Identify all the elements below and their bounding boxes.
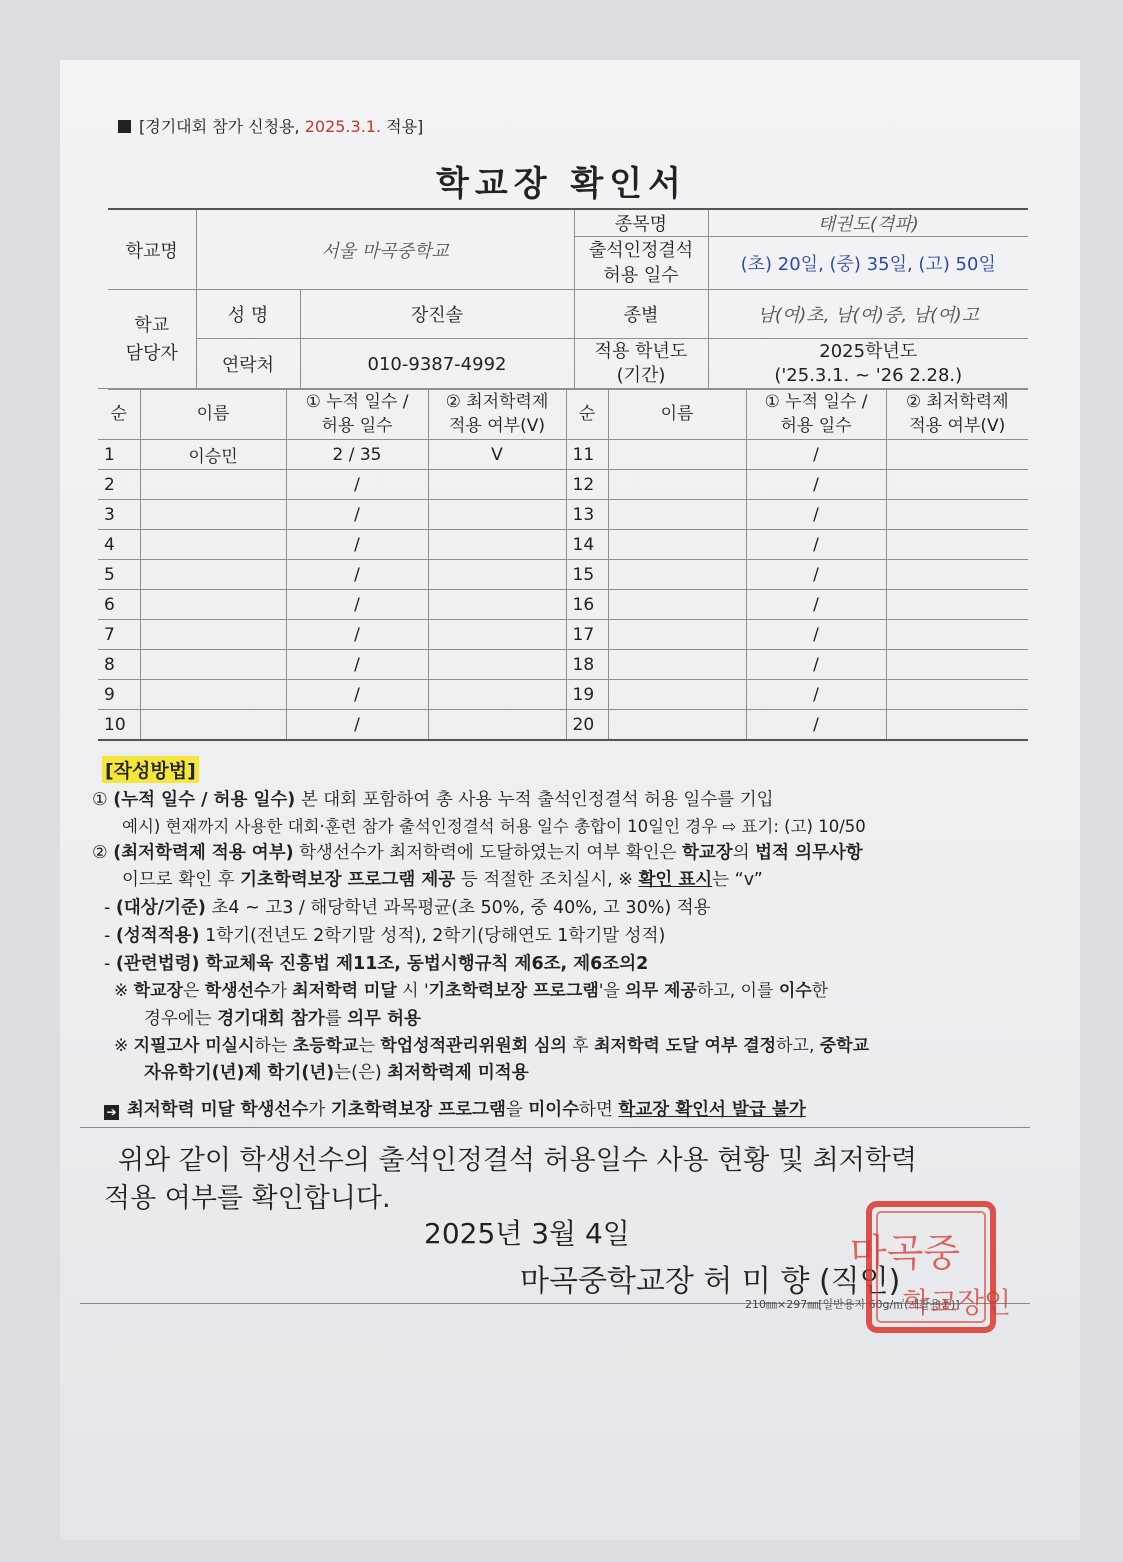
method-line-4: 이므로 확인 후 기초학력보장 프로그램 제공 등 적절한 조치실시, ※ 확인 표시는 “v” [122,870,763,890]
cell-days: / [286,500,428,530]
cell-days: / [746,650,886,680]
cell-no: 3 [98,500,140,530]
method-line-9: 경우에는 경기대회 참가를 의무 허용 [144,1009,421,1029]
cell-check [886,560,1028,590]
cell-check [886,620,1028,650]
method-line-10: ※ 지필고사 미실시하는 초등학교는 학업성적관리위원회 심의 후 최저학력 도달 여부 결정하고, 중학교 [114,1036,870,1056]
cell-name [140,620,286,650]
cell-name [140,530,286,560]
cell-no: 17 [566,620,608,650]
paper-spec: 210㎜×297㎜[일반용지 60g/㎡(재활용품)] [745,1298,960,1311]
cell-name [140,590,286,620]
arrow-box-icon: ➔ [104,1105,119,1120]
table-row [98,560,1028,590]
cell-no: 1 [98,440,140,470]
cell-name [140,680,286,710]
cell-no: 16 [566,590,608,620]
table-header-row [98,389,1028,440]
cell-days: / [286,680,428,710]
cell-days: / [746,500,886,530]
seal-text-2: 학교장인 [902,1286,1012,1319]
cell-no: 14 [566,530,608,560]
student-table [98,388,1028,741]
square-bullet-icon [118,120,131,133]
cell-no: 11 [566,440,608,470]
cell-check [428,560,566,590]
cell-days: / [746,470,886,500]
gender-value: 남(여)초, 남(여)중, 남(여)고 [708,290,1028,339]
cell-name [608,650,746,680]
cell-days: / [286,620,428,650]
cell-name [140,470,286,500]
year-label: 적용 학년도 (기간) [574,339,708,390]
cell-check [428,710,566,741]
absence-label: 출석인정결석 허용 일수 [574,237,708,290]
event-label: 종목명 [574,209,708,237]
cell-no: 18 [566,650,608,680]
cell-check [886,440,1028,470]
confirm-line-2: 적용 여부를 확인합니다. [104,1183,391,1214]
cell-no: 7 [98,620,140,650]
cell-days: / [746,680,886,710]
cell-check [428,530,566,560]
method-line-3: ② (최저학력제 적용 여부) 학생선수가 최저학력에 도달하였는지 여부 확인은 학교장의 법적 의무사항 [92,843,863,863]
method-line-1: ① (누적 일수 / 허용 일수) 본 대회 포함하여 총 사용 누적 출석인정결석 허용 일수를 기입 [92,790,774,810]
cell-no: 4 [98,530,140,560]
cell-name [140,650,286,680]
cell-name [608,440,746,470]
contact-label: 연락처 [196,339,300,390]
school-value: 서울 마곡중학교 [196,209,574,290]
cell-days: / [746,620,886,650]
cell-no: 8 [98,650,140,680]
manager-label: 학교 담당자 [108,290,196,390]
method-line-2: 예시) 현재까지 사용한 대회·훈련 참가 출석인정결석 허용 일수 총합이 10일인 경우 ⇨ 표기: (고) 10/50 [122,817,866,836]
cell-check [428,470,566,500]
table-row [98,710,1028,741]
cell-name [608,500,746,530]
cell-check [886,710,1028,741]
event-value: 태권도(격파) [708,209,1028,237]
cell-check [886,680,1028,710]
cell-no: 5 [98,560,140,590]
table-row [98,620,1028,650]
col-min-header-right: ② 최저학력제 적용 여부(V) [886,389,1028,440]
cell-days: / [286,530,428,560]
cell-no: 9 [98,680,140,710]
cell-no: 12 [566,470,608,500]
cell-no: 15 [566,560,608,590]
table-row [98,650,1028,680]
method-line-6: - (성적적용) 1학기(전년도 2학기말 성적), 2학기(당해연도 1학기말 성적) [104,926,666,946]
method-line-8: ※ 학교장은 학생선수가 최저학력 미달 시 '기초학력보장 프로그램'을 의무 제공하고, 이를 이수한 [114,981,829,1001]
cell-name [608,620,746,650]
section-divider [80,1127,1030,1128]
name-label: 성 명 [196,290,300,339]
cell-name [608,530,746,560]
cell-name [608,560,746,590]
cell-name [608,680,746,710]
school-label: 학교명 [108,209,196,290]
cell-check [886,530,1028,560]
absence-value: (초) 20일, (중) 35일, (고) 50일 [708,237,1028,290]
cell-days: / [746,710,886,741]
year-value: 2025학년도 ('25.3.1. ~ '26 2.28.) [708,339,1028,390]
cell-days: / [286,470,428,500]
col-name-header: 이름 [140,389,286,440]
cell-name [608,710,746,741]
cell-name [140,710,286,741]
cell-name [140,500,286,530]
cell-no: 10 [98,710,140,741]
col-no-header: 순 [98,389,140,440]
col-days-header: ① 누적 일수 / 허용 일수 [286,389,428,440]
cell-check [428,620,566,650]
cell-check: V [428,440,566,470]
cell-days: / [746,560,886,590]
cell-days: / [286,710,428,741]
cell-no: 13 [566,500,608,530]
method-title: [작성방법] [102,756,199,783]
table-row [98,500,1028,530]
cell-days: / [746,530,886,560]
cell-check [886,470,1028,500]
cell-days: 2 / 35 [286,440,428,470]
cell-check [428,680,566,710]
table-row [98,590,1028,620]
method-line-5: - (대상/기준) 초4 ~ 고3 / 해당학년 과목평균(초 50%, 중 40%, 고 30%) 적용 [104,898,711,918]
table-row [98,440,1028,470]
cell-check [428,650,566,680]
gender-label: 종별 [574,290,708,339]
cell-no: 2 [98,470,140,500]
page-title: 학교장 확인서 [436,164,687,204]
form-usage-label: [경기대회 참가 신청용, 2025.3.1. 적용] [118,114,423,137]
cell-check [886,650,1028,680]
cell-check [428,590,566,620]
cell-name: 이승민 [140,440,286,470]
cell-days: / [286,560,428,590]
col-name-header-right: 이름 [608,389,746,440]
contact-value: 010-9387-4992 [300,339,574,390]
cell-no: 6 [98,590,140,620]
name-value: 장진솔 [300,290,574,339]
info-table [108,208,1028,390]
col-days-header-right: ① 누적 일수 / 허용 일수 [746,389,886,440]
cell-days: / [746,590,886,620]
cell-check [886,500,1028,530]
cell-check [428,500,566,530]
cell-days: / [286,590,428,620]
table-row [98,470,1028,500]
cell-name [608,590,746,620]
signer-line: 마곡중학교장 허 미 향 (직인) [520,1264,901,1299]
table-row [98,530,1028,560]
confirm-line-1: 위와 같이 학생선수의 출석인정결석 허용일수 사용 현황 및 최저학력 [118,1145,917,1176]
cell-days: / [746,440,886,470]
col-min-header: ② 최저학력제 적용 여부(V) [428,389,566,440]
method-line-12: ➔ 최저학력 미달 학생선수가 기초학력보장 프로그램을 미이수하면 학교장 확인서 발급 불가 [104,1096,806,1121]
cell-check [886,590,1028,620]
cell-no: 20 [566,710,608,741]
cell-days: / [286,650,428,680]
method-line-11: 자유학기(년)제 학기(년)는(은) 최저학력제 미적용 [144,1063,529,1083]
col-no-header-right: 순 [566,389,608,440]
cell-name [608,470,746,500]
table-row [98,680,1028,710]
method-line-7: - (관련법령) 학교체육 진흥법 제11조, 동법시행규칙 제6조, 제6조의2 [104,954,649,974]
seal-text-1: 마곡중 [849,1231,961,1275]
cell-no: 19 [566,680,608,710]
confirm-date: 2025년 3월 4일 [424,1217,630,1250]
cell-name [140,560,286,590]
